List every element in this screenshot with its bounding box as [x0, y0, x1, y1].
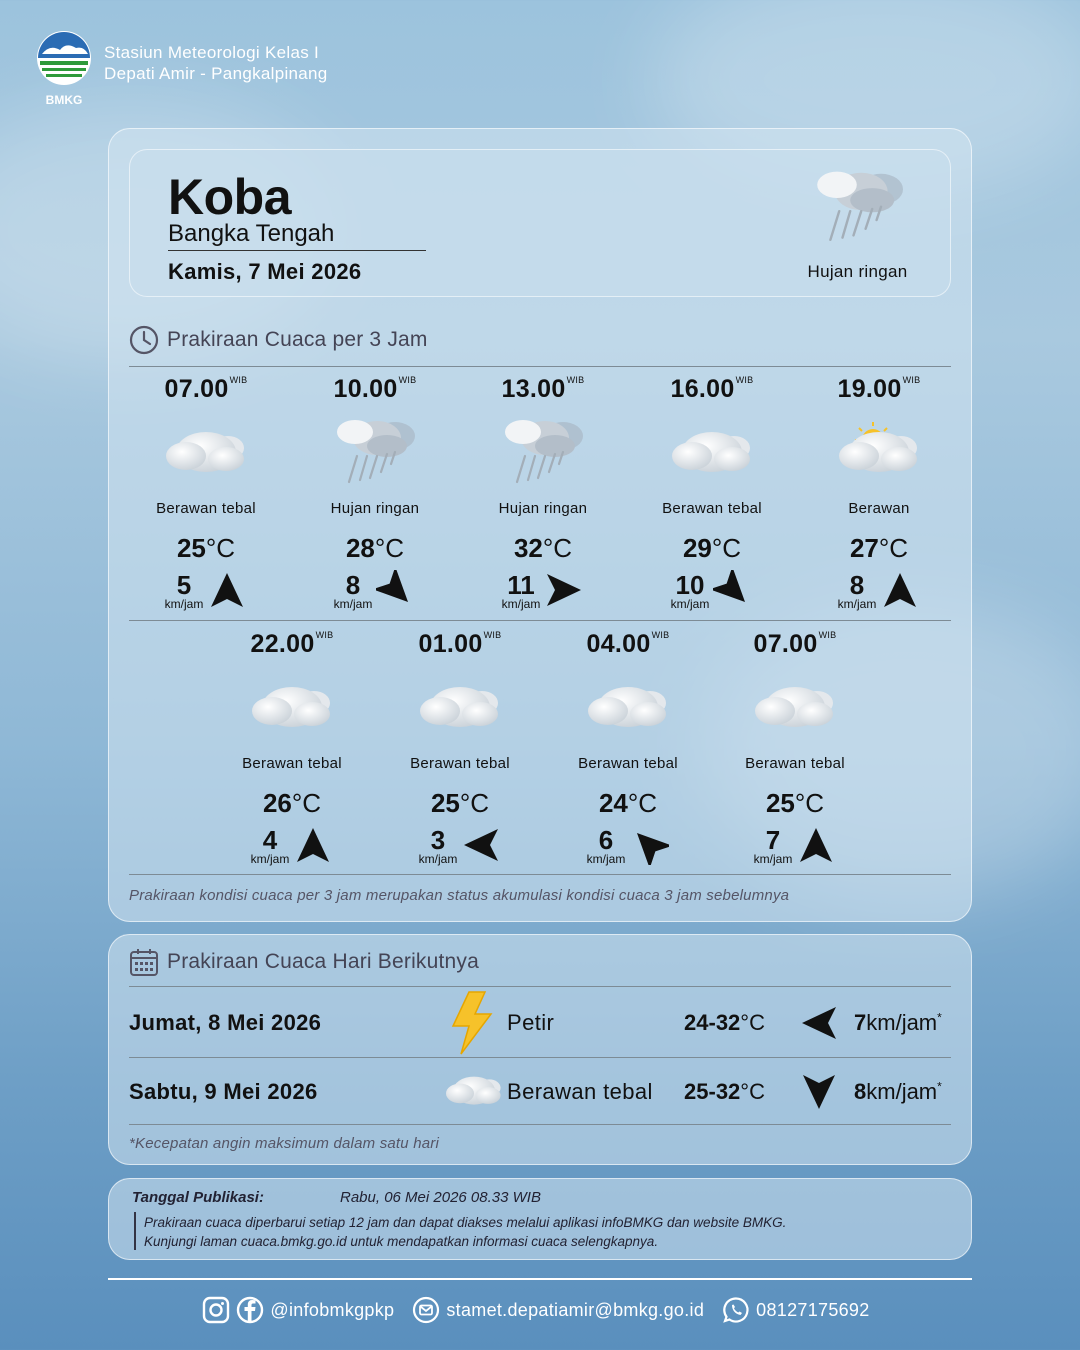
wind-speed: 10: [675, 570, 705, 600]
day-condition: Berawan tebal: [507, 1079, 653, 1104]
slot-wind: [375, 821, 545, 865]
publication-card: [108, 1178, 972, 1260]
slot-condition: Hujan ringan: [330, 500, 420, 517]
city-name: Koba: [168, 169, 291, 225]
slot-time: $07.00^{WIB}$: [164, 375, 248, 403]
hourly-note: Prakiraan kondisi cuaca per 3 jam merupakan status akumulasi kondisi cuaca 3 jam sebelumnya: [129, 887, 790, 904]
slot-condition: Berawan tebal: [156, 500, 256, 517]
hourly-slot: [375, 630, 545, 865]
publication-line-1: Prakiraan cuaca diperbarui setiap 12 jam dan dapat diakses melalui aplikasi infoBMKG dan website BMKG.: [144, 1215, 787, 1230]
day-date: Jumat, 8 Mei 2026: [129, 1010, 322, 1035]
hourly-slot: [627, 375, 797, 610]
slot-time: $13.00^{WIB}$: [501, 375, 585, 403]
forecast-date: Kamis, 7 Mei 2026: [168, 259, 362, 284]
slot-temperature: 32°C: [513, 533, 573, 563]
slot-condition: Berawan tebal: [578, 755, 678, 772]
phone-number: 08127175692: [756, 1299, 870, 1320]
wind-unit: km/jam: [250, 852, 290, 866]
slot-condition: Berawan tebal: [410, 755, 510, 772]
wind-unit: km/jam: [418, 852, 458, 866]
wind-direction-arrow-icon: [796, 825, 836, 865]
daily-section-title: [129, 947, 479, 977]
slot-wind: [710, 821, 880, 865]
wind-unit: km/jam: [586, 852, 626, 866]
clock-icon: [129, 325, 159, 355]
daily-row: [129, 1062, 951, 1122]
location-panel: [129, 149, 951, 297]
wind-speed: 8: [345, 570, 361, 600]
footer-contacts: [0, 1296, 1080, 1324]
publication-info: [144, 1213, 786, 1251]
email-link[interactable]: [412, 1296, 704, 1324]
whatsapp-icon: [722, 1296, 750, 1324]
hourly-title-text: Prakiraan Cuaca per 3 Jam: [167, 328, 428, 351]
social-link[interactable]: [202, 1296, 394, 1324]
slot-time: $01.00^{WIB}$: [418, 630, 502, 658]
hourly-slot: [710, 630, 880, 865]
slot-temperature: 28°C: [345, 533, 405, 563]
overcast-icon: [745, 669, 845, 749]
publication-date: Rabu, 06 Mei 2026 08.33 WIB: [340, 1189, 541, 1206]
wind-direction-arrow-icon: [544, 570, 584, 610]
light-rain-icon: [325, 414, 425, 494]
light-rain-icon: [493, 414, 593, 494]
publication-line-2: Kunjungi laman cuaca.bmkg.go.id untuk mendapatkan informasi cuaca selengkapnya.: [144, 1234, 659, 1249]
overcast-icon: [156, 414, 256, 494]
slot-condition: Berawan tebal: [242, 755, 342, 772]
wind-direction-arrow-icon: [293, 825, 333, 865]
divider: [129, 986, 951, 987]
slot-wind: [627, 566, 797, 610]
wind-direction-arrow-icon: [461, 825, 501, 865]
wind-speed: 6: [598, 825, 614, 855]
slot-wind: [458, 566, 628, 610]
instagram-icon: [202, 1296, 230, 1324]
slot-time: $04.00^{WIB}$: [586, 630, 670, 658]
slot-temperature: 24°C: [598, 788, 658, 818]
slot-temperature: 26°C: [262, 788, 322, 818]
day-temperature: 24-32°C: [684, 1010, 765, 1035]
wind-unit: km/jam: [670, 597, 710, 611]
daily-title-text: Prakiraan Cuaca Hari Berikutnya: [167, 950, 480, 973]
hourly-forecast-card: [108, 128, 972, 922]
day-condition: Petir: [507, 1010, 555, 1035]
wind-unit: km/jam: [501, 597, 541, 611]
slot-temperature: 25°C: [176, 533, 236, 563]
overcast-icon: [410, 669, 510, 749]
hourly-slot: [290, 375, 460, 610]
publication-label: Tanggal Publikasi:: [132, 1189, 264, 1206]
hourly-slot: [543, 630, 713, 865]
divider: [129, 1057, 951, 1058]
overcast-icon: [242, 669, 342, 749]
station-name: [104, 42, 328, 84]
slot-time: $16.00^{WIB}$: [670, 375, 754, 403]
slot-wind: [543, 821, 713, 865]
wind-direction-arrow-icon: [799, 1072, 839, 1112]
bmkg-logo-icon: [36, 30, 92, 86]
slot-temperature: 25°C: [430, 788, 490, 818]
divider: [168, 250, 426, 251]
day-wind: 8km/jam*: [854, 1079, 942, 1104]
logo-label: BMKG: [45, 93, 83, 107]
lightning-icon: [439, 988, 509, 1058]
wind-speed: 7: [765, 825, 781, 855]
slot-time: $10.00^{WIB}$: [333, 375, 417, 403]
hourly-section-title: [129, 325, 428, 355]
email-address: stamet.depatiamir@bmkg.go.id: [446, 1299, 705, 1320]
calendar-icon: [129, 947, 159, 977]
station-line-2: Depati Amir - Pangkalpinang: [104, 64, 328, 83]
divider: [134, 1212, 136, 1250]
slot-condition: Hujan ringan: [498, 500, 588, 517]
slot-condition: Berawan tebal: [745, 755, 845, 772]
wind-unit: km/jam: [753, 852, 793, 866]
region-name: Bangka Tengah: [168, 220, 335, 247]
day-temperature: 25-32°C: [684, 1079, 765, 1104]
slot-wind: [207, 821, 377, 865]
daily-forecast-card: [108, 934, 972, 1165]
daily-note: *Kecepatan angin maksimum dalam satu hari: [129, 1135, 440, 1152]
phone-link[interactable]: [722, 1296, 869, 1324]
overcast-icon: [662, 414, 762, 494]
slot-wind: [794, 566, 964, 610]
slot-wind: [290, 566, 460, 610]
slot-time: $22.00^{WIB}$: [250, 630, 334, 658]
divider: [129, 366, 951, 367]
day-date: Sabtu, 9 Mei 2026: [129, 1079, 318, 1104]
wind-speed: 3: [430, 825, 446, 855]
slot-condition: Berawan tebal: [662, 500, 762, 517]
divider: [129, 874, 951, 875]
wind-direction-arrow-icon: [799, 1003, 839, 1043]
hourly-slot: [458, 375, 628, 610]
wind-direction-arrow-icon: [880, 570, 920, 610]
wind-direction-arrow-icon: [713, 570, 753, 610]
cloudy-sun-icon: [829, 414, 929, 494]
wind-direction-arrow-icon: [629, 825, 669, 865]
bmkg-logo: [34, 30, 94, 107]
hourly-slot: [207, 630, 377, 865]
hourly-slot: [794, 375, 964, 610]
slot-time: $07.00^{WIB}$: [753, 630, 837, 658]
divider: [108, 1278, 972, 1280]
divider: [129, 620, 951, 621]
slot-wind: [121, 566, 291, 610]
slot-condition: Berawan: [848, 500, 910, 517]
wind-unit: km/jam: [837, 597, 877, 611]
facebook-icon: [236, 1296, 264, 1324]
slot-time: $19.00^{WIB}$: [837, 375, 921, 403]
wind-direction-arrow-icon: [207, 570, 247, 610]
slot-temperature: 29°C: [682, 533, 742, 563]
slot-temperature: 27°C: [849, 533, 909, 563]
wind-unit: km/jam: [333, 597, 373, 611]
wind-speed: 11: [507, 570, 535, 600]
wind-speed: 4: [262, 825, 278, 855]
daily-row: [129, 993, 951, 1053]
wind-direction-arrow-icon: [376, 570, 416, 610]
email-icon: [412, 1296, 440, 1324]
divider: [129, 1124, 951, 1125]
slot-temperature: 25°C: [765, 788, 825, 818]
current-condition: Hujan ringan: [807, 262, 908, 281]
overcast-icon: [578, 669, 678, 749]
day-wind: 7km/jam*: [854, 1010, 942, 1035]
hourly-slot: [121, 375, 291, 610]
wind-speed: 8: [849, 570, 865, 600]
wind-speed: 5: [176, 570, 192, 600]
overcast-icon: [439, 1057, 509, 1127]
station-line-1: Stasiun Meteorologi Kelas I: [104, 43, 320, 62]
wind-unit: km/jam: [164, 597, 204, 611]
social-handle: @infobmkgpkp: [270, 1299, 395, 1320]
light-rain-icon: [804, 164, 914, 254]
